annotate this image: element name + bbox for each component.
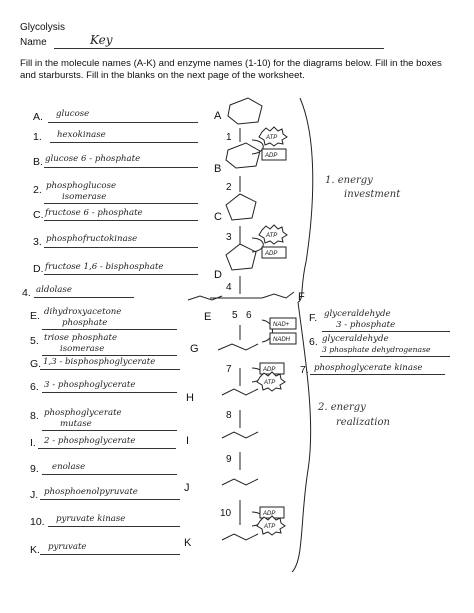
item-label-i: I. [30, 437, 36, 449]
step-number-8: 8 [226, 410, 232, 421]
diagram-letter-h: H [186, 392, 194, 404]
item-label-g: G. [30, 358, 42, 370]
answer-e-line2[interactable]: phosphate [62, 318, 108, 328]
answer-6-right[interactable]: glyceraldehyde [322, 334, 389, 344]
item-label-6-left: 6. [30, 381, 39, 393]
adp-box-7-label: ADP [263, 367, 276, 373]
note-realization-line2: realization [336, 417, 390, 428]
diagram-letter-i: I [186, 435, 190, 447]
note-investment: 1. energy [325, 175, 373, 186]
item-label-7: 7. [300, 364, 309, 376]
atp-starburst-3-label: ATP [266, 233, 278, 239]
answer-8-line2[interactable]: mutase [60, 419, 92, 429]
step-number-1: 1 [226, 132, 232, 143]
adp-box-10-label: ADP [263, 511, 276, 517]
bpg-chain [218, 344, 258, 350]
item-label-f: F. [309, 312, 318, 324]
answer-j[interactable]: phosphoenolpyruvate [44, 487, 138, 497]
step-number-2: 2 [226, 182, 232, 193]
3pg-chain [222, 389, 258, 395]
item-label-10: 10. [30, 516, 45, 528]
step-number-3: 3 [226, 232, 232, 243]
answer-4[interactable]: aldolase [36, 285, 72, 295]
diagram-letter-g: G [190, 343, 199, 355]
name-label: Name [20, 37, 47, 48]
step-number-4: 4 [226, 282, 232, 293]
item-label-a: A. [33, 111, 43, 123]
f6p-ring [226, 194, 256, 220]
diagram-letter-c: C [214, 211, 222, 223]
answer-k[interactable]: pyruvate [48, 542, 87, 552]
answer-3[interactable]: phosphofructokinase [46, 234, 138, 244]
item-label-j: J. [30, 489, 39, 501]
diagram-letter-f: F [298, 291, 305, 303]
answer-2[interactable]: phosphoglucose [46, 181, 117, 191]
dhap-chain [188, 296, 222, 300]
answer-i[interactable]: 2 - phosphoglycerate [44, 436, 136, 446]
pep-chain [222, 479, 258, 485]
investment-brace [298, 98, 313, 302]
answer-f-line2[interactable]: 3 - phosphate [336, 320, 396, 330]
g6p-ring [226, 143, 260, 168]
diagram-letter-d: D [214, 269, 222, 281]
atp-starburst-1-label: ATP [266, 135, 278, 141]
2pg-chain [222, 432, 258, 438]
item-label-6-right: 6. [309, 336, 318, 348]
answer-f[interactable]: glyceraldehyde [324, 309, 391, 319]
diagram-letter-k: K [184, 537, 192, 549]
step-number-9: 9 [226, 454, 232, 465]
answer-a[interactable]: glucose [56, 109, 90, 119]
step-number-5: 5 [232, 310, 238, 321]
g3p-chain [262, 292, 294, 298]
atp-starburst-10-label: ATP [264, 524, 276, 530]
answer-e[interactable]: dihydroxyacetone [44, 307, 122, 317]
answer-5[interactable]: triose phosphate [44, 333, 118, 343]
instructions: Fill in the molecule names (A-K) and enzyme names (1-10) for the diagrams below. Fill in the boxes and starbursts. Fill in the blanks on the next page of the worksheet. [20, 58, 442, 82]
adp-box-3-label: ADP [265, 251, 278, 257]
diagram-letter-a: A [214, 110, 222, 122]
answer-10[interactable]: pyruvate kinase [56, 514, 126, 524]
item-label-2: 2. [33, 184, 42, 196]
item-label-4: 4. [22, 287, 31, 299]
answer-8[interactable]: phosphoglycerate [44, 408, 122, 418]
item-label-1: 1. [33, 131, 42, 143]
item-label-k: K. [30, 544, 40, 556]
step-number-7: 7 [226, 364, 232, 375]
item-label-9: 9. [30, 463, 39, 475]
answer-7[interactable]: phosphoglycerate kinase [314, 363, 423, 373]
diagram-letter-e: E [204, 311, 212, 323]
f16bp-ring [226, 244, 256, 270]
item-label-3: 3. [33, 236, 42, 248]
atp-starburst-7-label: ATP [264, 380, 276, 386]
name-value[interactable]: Key [90, 33, 113, 47]
item-label-d: D. [33, 263, 44, 275]
answer-9[interactable]: enolase [52, 462, 86, 472]
pyruvate-chain [222, 534, 258, 540]
note-investment-line2: investment [344, 189, 401, 200]
answer-5-line2[interactable]: isomerase [60, 344, 105, 354]
diagram-letter-j: J [184, 482, 190, 494]
item-label-b: B. [33, 156, 43, 168]
item-label-c: C. [33, 209, 44, 221]
answer-2-line2[interactable]: isomerase [62, 192, 107, 202]
nadh-box-label: NADH [273, 337, 291, 343]
item-label-e: E. [30, 310, 40, 322]
step-number-10: 10 [220, 508, 232, 519]
worksheet-title: Glycolysis [20, 22, 66, 33]
adp-box-1-label: ADP [265, 153, 278, 159]
answer-6-left[interactable]: 3 - phosphoglycerate [44, 380, 136, 390]
diagram-letter-b: B [214, 163, 222, 175]
nad-box-label: NAD+ [273, 322, 290, 328]
item-label-8: 8. [30, 410, 39, 422]
glucose-ring [228, 98, 262, 124]
item-label-5: 5. [30, 335, 39, 347]
answer-6-right-line2[interactable]: 3 phosphate dehydrogenase [322, 345, 431, 354]
answer-g[interactable]: 1,3 - bisphosphoglycerate [43, 357, 156, 367]
note-realization: 2. energy [318, 402, 366, 413]
answer-d[interactable]: fructose 1,6 - bisphosphate [45, 262, 164, 272]
answer-1[interactable]: hexokinase [57, 130, 106, 140]
step-number-6: 6 [246, 310, 252, 321]
answer-b[interactable]: glucose 6 - phosphate [45, 154, 141, 164]
answer-c[interactable]: fructose 6 - phosphate [45, 208, 143, 218]
